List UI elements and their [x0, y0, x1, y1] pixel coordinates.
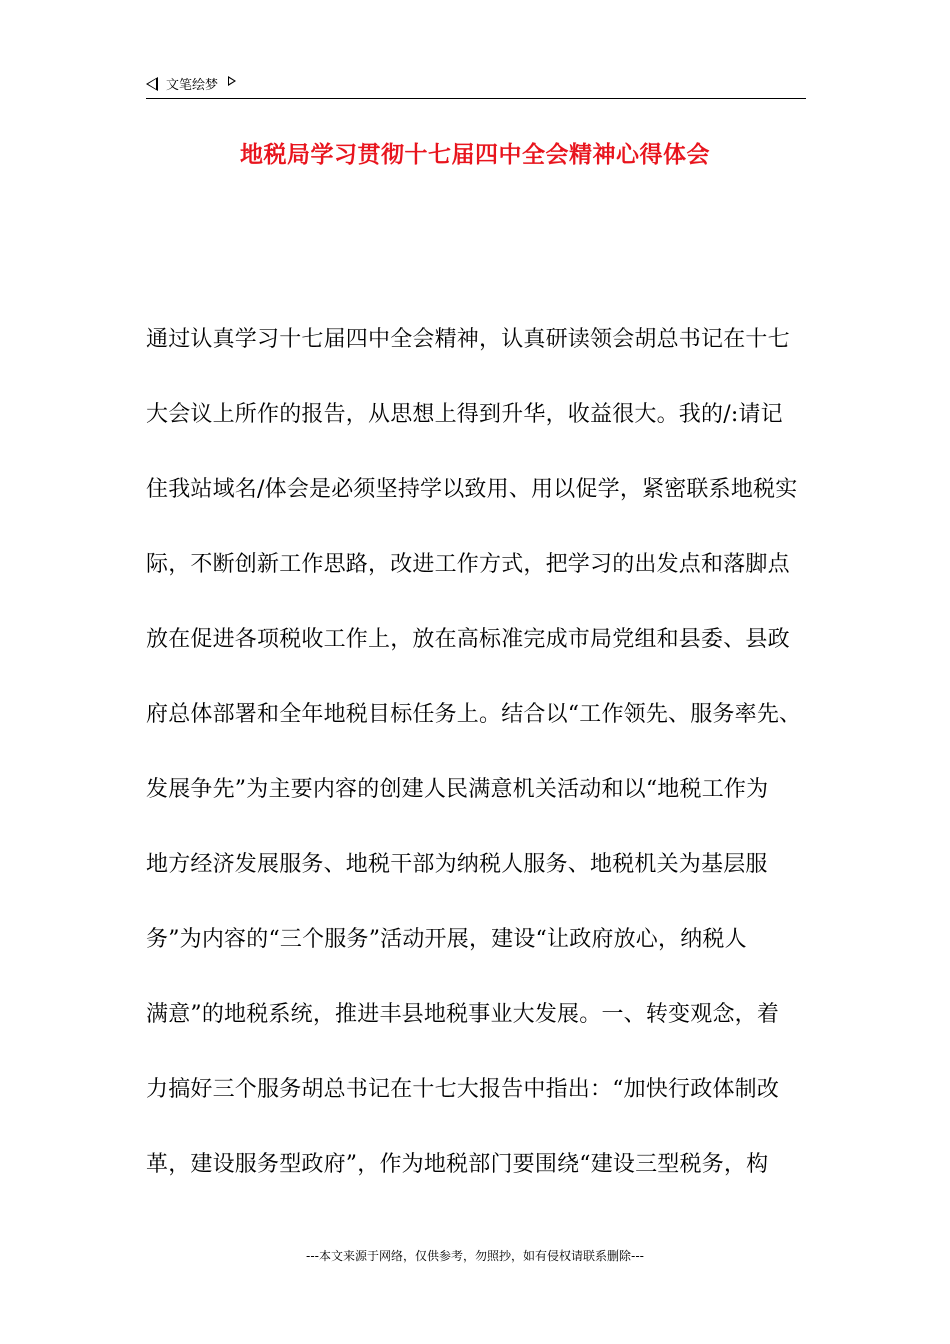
header-brand: 文笔绘梦	[166, 78, 219, 93]
body-line: 务”为内容的“三个服务”活动开展，建设“让政府放心，纳税人	[146, 927, 747, 952]
body-line: 通过认真学习十七届四中全会精神，认真研读领会胡总书记在十七	[146, 327, 790, 352]
body-line: 大会议上所作的报告，从思想上得到升华，收益很大。我的/:请记	[146, 402, 783, 427]
body-line: 府总体部署和全年地税目标任务上。结合以“工作领先、服务率先、	[146, 702, 802, 727]
page-footer: ---本文来源于网络，仅供参考，勿照抄，如有侵权请联系删除---	[306, 1249, 644, 1263]
left-triangle-icon	[146, 77, 158, 91]
body-line: 放在促进各项税收工作上，放在高标准完成市局党组和县委、县政	[146, 627, 790, 652]
page-header	[146, 72, 806, 99]
body-line: 地方经济发展服务、地税干部为纳税人服务、地税机关为基层服	[146, 852, 768, 877]
body-line: 住我站域名/体会是必须坚持学以致用、用以促学，紧密联系地税实	[146, 477, 798, 502]
body-line: 际，不断创新工作思路，改进工作方式，把学习的出发点和落脚点	[146, 552, 790, 577]
document-body	[146, 320, 816, 1220]
body-line: 满意”的地税系统，推进丰县地税事业大发展。一、转变观念，着	[146, 1002, 780, 1027]
right-triangle-icon	[228, 76, 236, 86]
body-line: 力搞好三个服务胡总书记在十七大报告中指出：“加快行政体制改	[146, 1077, 780, 1102]
body-line: 革，建设服务型政府”，作为地税部门要围绕“建设三型税务，构	[146, 1152, 769, 1177]
document-title: 地税局学习贯彻十七届四中全会精神心得体会	[240, 142, 710, 168]
body-line: 发展争先”为主要内容的创建人民满意机关活动和以“地税工作为	[146, 777, 769, 802]
header-brand-group	[146, 74, 236, 93]
